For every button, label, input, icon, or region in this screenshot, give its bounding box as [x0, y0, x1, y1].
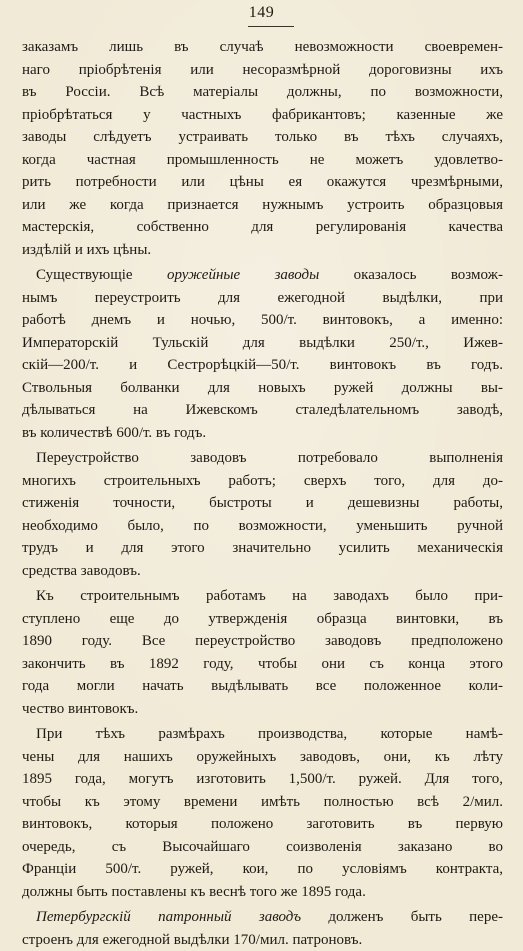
- paragraph: [22, 723, 503, 903]
- text-line: [22, 630, 503, 653]
- paragraph: [22, 264, 503, 444]
- line-text: мастерскія, собственно для регулированія качества: [22, 219, 503, 235]
- line-text: 1895 года, могутъ изготовить 1,500/т. ружей. Для того,: [22, 771, 503, 787]
- emphasis-text: Петербургскій патронный заводъ: [36, 909, 301, 925]
- text-line: [22, 239, 503, 262]
- text-line: [22, 194, 503, 217]
- line-text: работѣ днемъ и ночью, 500/т. винтовокъ, а именно:: [22, 312, 503, 328]
- paragraph: [22, 906, 503, 951]
- paragraph: [22, 447, 503, 582]
- line-text: дѣлываться на Ижевскомъ сталедѣлательномъ заводѣ,: [22, 402, 503, 418]
- line-text: закончить въ 1892 году, чтобы они съ конца этого: [22, 656, 503, 672]
- body-text: [22, 36, 503, 951]
- text-line: [22, 149, 503, 172]
- line-text: или же когда признается нужнымъ устроить образцовыя: [22, 197, 503, 213]
- text-line: [22, 399, 503, 422]
- text-line: [22, 447, 503, 470]
- line-text: ступлено еще до утвержденія образца винтовки, въ: [22, 611, 503, 627]
- text-line: [22, 264, 503, 287]
- line-text: оказалось возмож-: [319, 267, 503, 283]
- text-line: [22, 104, 503, 127]
- line-text: очередь, съ Высочайшаго соизволенія заказано во: [22, 839, 503, 855]
- line-text: въ Россіи. Всѣ матеріалы должны, по возможности,: [22, 84, 503, 100]
- header-rule: [248, 26, 294, 27]
- text-line: [22, 768, 503, 791]
- text-line: [22, 515, 503, 538]
- line-text: Ствольныя болванки для новыхъ ружей должны вы-: [22, 380, 503, 396]
- line-text: При тѣхъ размѣрахъ производства, которые намѣ-: [36, 726, 503, 742]
- text-line: [22, 171, 503, 194]
- text-line: [22, 537, 503, 560]
- line-text: Существующіе: [36, 267, 167, 283]
- text-line: [22, 126, 503, 149]
- line-text: трудъ и для этого значительно усилить механическія: [22, 540, 503, 556]
- text-line: [22, 36, 503, 59]
- paragraph: [22, 36, 503, 261]
- text-line: [22, 585, 503, 608]
- text-line: [22, 216, 503, 239]
- text-line: [22, 59, 503, 82]
- line-text: Къ строительнымъ работамъ на заводахъ было при-: [36, 588, 503, 604]
- line-text: Императорскій Тульскій для выдѣлки 250/т., Ижев-: [22, 335, 503, 351]
- line-text: въ количествѣ 600/т. въ годъ.: [22, 425, 206, 441]
- text-line: [22, 81, 503, 104]
- text-line: [22, 287, 503, 310]
- text-line: [22, 881, 503, 904]
- line-text: долженъ быть пере-: [301, 909, 503, 925]
- text-line: [22, 906, 503, 929]
- text-line: [22, 791, 503, 814]
- line-text: стиженія точности, быстроты и дешевизны работы,: [22, 495, 503, 511]
- line-text: скій—200/т. и Сестрорѣцкій—50/т. винтовокъ въ годъ.: [22, 357, 503, 373]
- line-text: необходимо было, по возможности, уменьшить ручной: [22, 518, 503, 534]
- text-line: [22, 492, 503, 515]
- text-line: [22, 675, 503, 698]
- text-line: [22, 354, 503, 377]
- line-text: 1890 году. Все переустройство заводовъ предположено: [22, 633, 503, 649]
- text-line: [22, 723, 503, 746]
- line-text: издѣлій и ихъ цѣны.: [22, 242, 151, 258]
- line-text: средства заводовъ.: [22, 563, 141, 579]
- text-line: [22, 608, 503, 631]
- line-text: когда частная промышленность не можетъ удовлетво-: [22, 152, 503, 168]
- page-number: 149: [0, 4, 523, 22]
- text-line: [22, 929, 503, 951]
- text-line: [22, 470, 503, 493]
- line-text: заводы слѣдуетъ устраивать только въ тѣхъ случаяхъ,: [22, 129, 503, 145]
- line-text: винтовокъ, которыя положено заготовить въ первую: [22, 816, 503, 832]
- text-line: [22, 858, 503, 881]
- line-text: многихъ строительныхъ работъ; сверхъ того, для до-: [22, 473, 503, 489]
- line-text: Франціи 500/т. ружей, кои, по условіямъ контракта,: [22, 861, 503, 877]
- text-line: [22, 422, 503, 445]
- line-text: пріобрѣтаться у частныхъ фабрикантовъ; казенные же: [22, 107, 503, 123]
- text-line: [22, 332, 503, 355]
- line-text: рить потребности или цѣны ея окажутся чрезмѣрными,: [22, 174, 503, 190]
- emphasis-text: оружейные заводы: [167, 267, 319, 283]
- text-line: [22, 746, 503, 769]
- text-line: [22, 560, 503, 583]
- line-text: чество винтовокъ.: [22, 701, 138, 717]
- line-text: должны быть поставлены къ веснѣ того же 1895 года.: [22, 884, 366, 900]
- line-text: года могли начать выдѣлывать все положенное коли-: [22, 678, 503, 694]
- line-text: наго пріобрѣтенія или несоразмѣрной дороговизны ихъ: [22, 62, 503, 78]
- line-text: чтобы къ этому времени имѣть полностью всѣ 2/мил.: [22, 794, 503, 810]
- text-line: [22, 653, 503, 676]
- text-line: [22, 377, 503, 400]
- line-text: строенъ для ежегодной выдѣлки 170/мил. патроновъ.: [22, 932, 362, 948]
- text-line: [22, 698, 503, 721]
- text-line: [22, 813, 503, 836]
- line-text: чены для нашихъ оружейныхъ заводовъ, они, къ лѣту: [22, 749, 503, 765]
- text-line: [22, 309, 503, 332]
- paragraph: [22, 585, 503, 720]
- line-text: Переустройство заводовъ потребовало выполненія: [36, 450, 503, 466]
- line-text: нымъ переустроить для ежегодной выдѣлки, при: [22, 290, 503, 306]
- line-text: заказамъ лишь въ случаѣ невозможности своевремен-: [22, 39, 503, 55]
- text-line: [22, 836, 503, 859]
